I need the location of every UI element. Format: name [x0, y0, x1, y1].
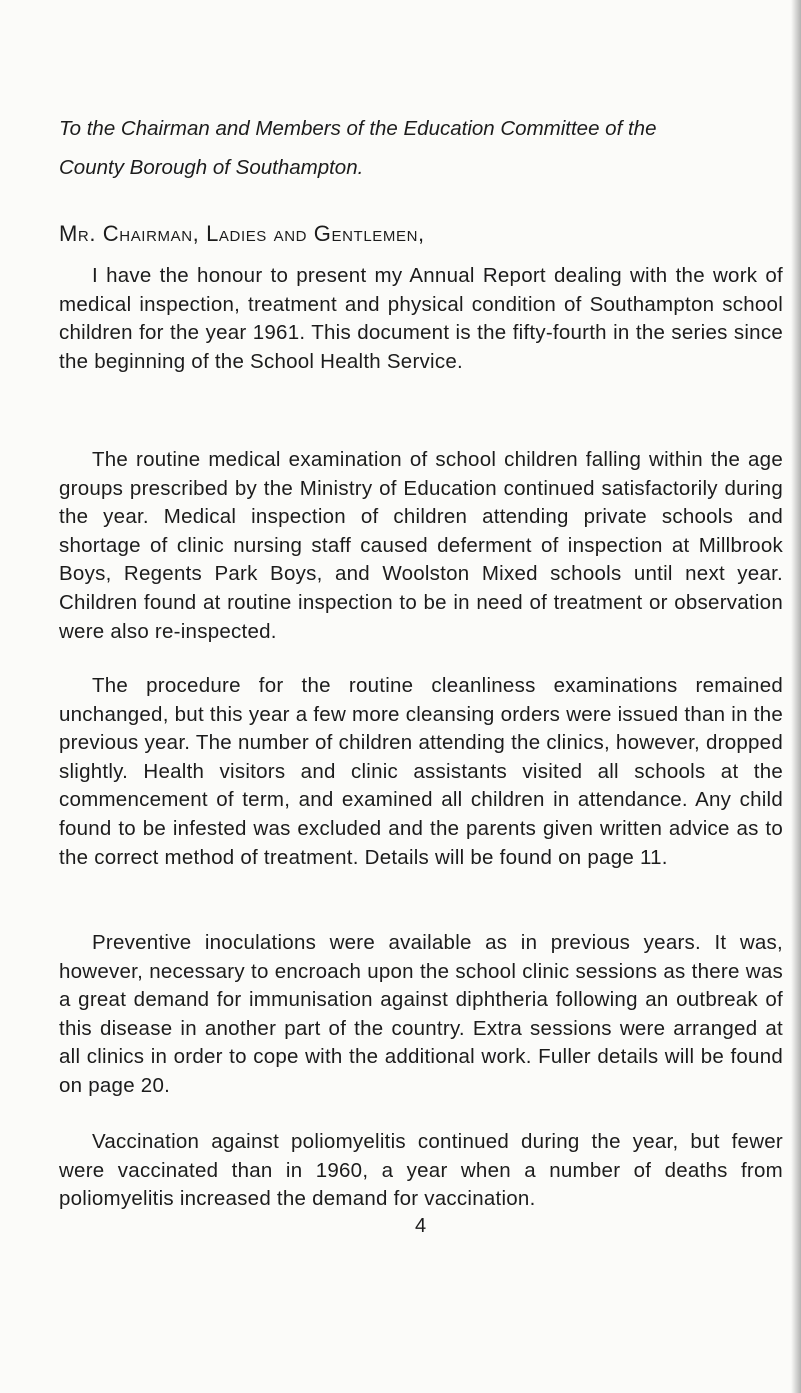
paragraph-inoculations: Preventive inoculations were available as in previous years. It was, however, necessary to encroach upon the school clinic sessions as there was a great demand for immunisation against diphtheria following an outbreak of this disease in another part of the country. Extra sessions were arranged at all clinics in order to cope with the additional work. Fuller details will be found on page 20.	[59, 931, 783, 1097]
page-number: 4	[415, 1215, 427, 1237]
paragraph-poliomyelitis: Vaccination against poliomyelitis continued during the year, but fewer were vaccinated than in 1960, a year when a number of deaths from poliomyelitis increased the demand for vaccination.	[59, 1130, 783, 1211]
paragraph-annual-report: I have the honour to present my Annual Report dealing with the work of medical inspection, treatment and physical condition of Southampton school children for the year 1961. This document is the fifty-fourth in the series since the beginning of the School Health Service.	[59, 264, 783, 373]
page-edge-shadow	[791, 0, 801, 1393]
paragraph-cleanliness: The procedure for the routine cleanliness examinations remained unchanged, but this year a few more cleansing orders were issued than in the previous year. The number of children attending the clinics, however, dropped slightly. Health visitors and clinic assistants visited all schools at the commencement of term, and examined all children in attendance. Any child found to be infested was excluded and the parents given written advice as to the correct method of treatment. Details will be found on page 11.	[59, 674, 783, 869]
paragraph-medical-examination: The routine medical examination of school children falling within the age groups prescribed by the Ministry of Education continued satisfactorily during the year. Medical inspection of children attending private schools and shortage of clinic nursing staff caused deferment of inspection at Millbrook Boys, Regents Park Boys, and Woolston Mixed schools until next year. Children found at routine inspection to be in need of treatment or observation were also re-inspected.	[59, 448, 783, 643]
address-line-1: To the Chairman and Members of the Education Committee of the	[59, 117, 657, 140]
salutation: Mr. Chairman, Ladies and Gentlemen,	[59, 221, 425, 246]
address-line-2: County Borough of Southampton.	[59, 156, 364, 179]
